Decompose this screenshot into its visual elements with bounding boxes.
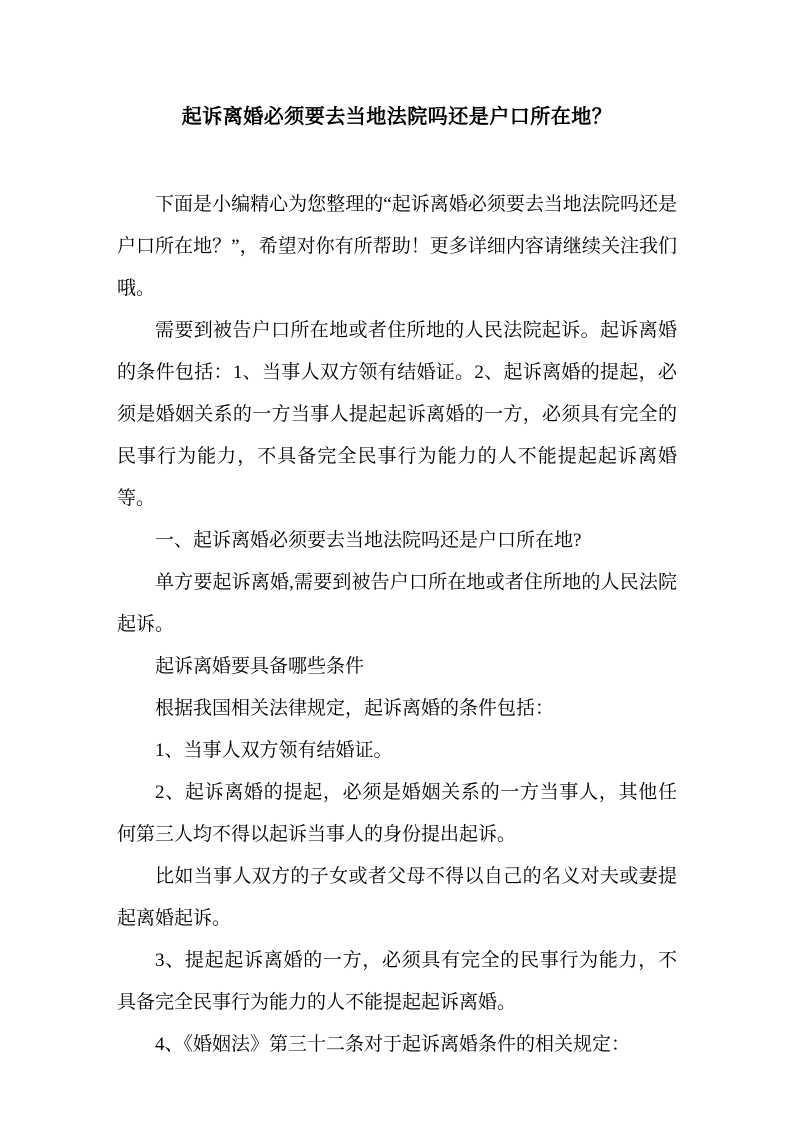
- conditions-intro: 根据我国相关法律规定，起诉离婚的条件包括：: [155, 698, 555, 719]
- answer-summary-paragraph: 需要到被告户口所在地或者住所地的人民法院起诉。起诉离婚的条件包括：1、当事人双方领有结婚证。2、起诉离婚的提起，必须是婚姻关系的一方当事人提起起诉离婚的一方，必须具有完全的民事行为能力，不具备完全民事行为能力的人不能提起起诉离婚等。: [117, 320, 677, 509]
- condition-item-1: 1、当事人双方领有结婚证。: [155, 740, 393, 761]
- section-1-body: 单方要起诉离婚,需要到被告户口所在地或者住所地的人民法院起诉。: [117, 572, 677, 635]
- condition-item-3: 3、提起起诉离婚的一方，必须具有完全的民事行为能力，不具备完全民事行为能力的人不能提起起诉离婚。: [117, 950, 677, 1013]
- section-1-heading: 一、起诉离婚必须要去当地法院吗还是户口所在地?: [155, 530, 582, 551]
- conditions-subheading: 起诉离婚要具备哪些条件: [155, 656, 365, 677]
- condition-item-2: 2、起诉离婚的提起，必须是婚姻关系的一方当事人，其他任何第三人均不得以起诉当事人的身份提出起诉。: [117, 782, 677, 845]
- intro-paragraph: 下面是小编精心为您整理的“起诉离婚必须要去当地法院吗还是户口所在地？”，希望对你有所帮助！更多详细内容请继续关注我们哦。: [117, 194, 677, 299]
- condition-item-4: 4、《婚姻法》第三十二条对于起诉离婚条件的相关规定：: [155, 1034, 631, 1055]
- condition-item-2-example: 比如当事人双方的子女或者父母不得以自己的名义对夫或妻提起离婚起诉。: [117, 866, 677, 929]
- document-title: 起诉离婚必须要去当地法院吗还是户口所在地？: [181, 106, 613, 128]
- document-body: [117, 184, 677, 1066]
